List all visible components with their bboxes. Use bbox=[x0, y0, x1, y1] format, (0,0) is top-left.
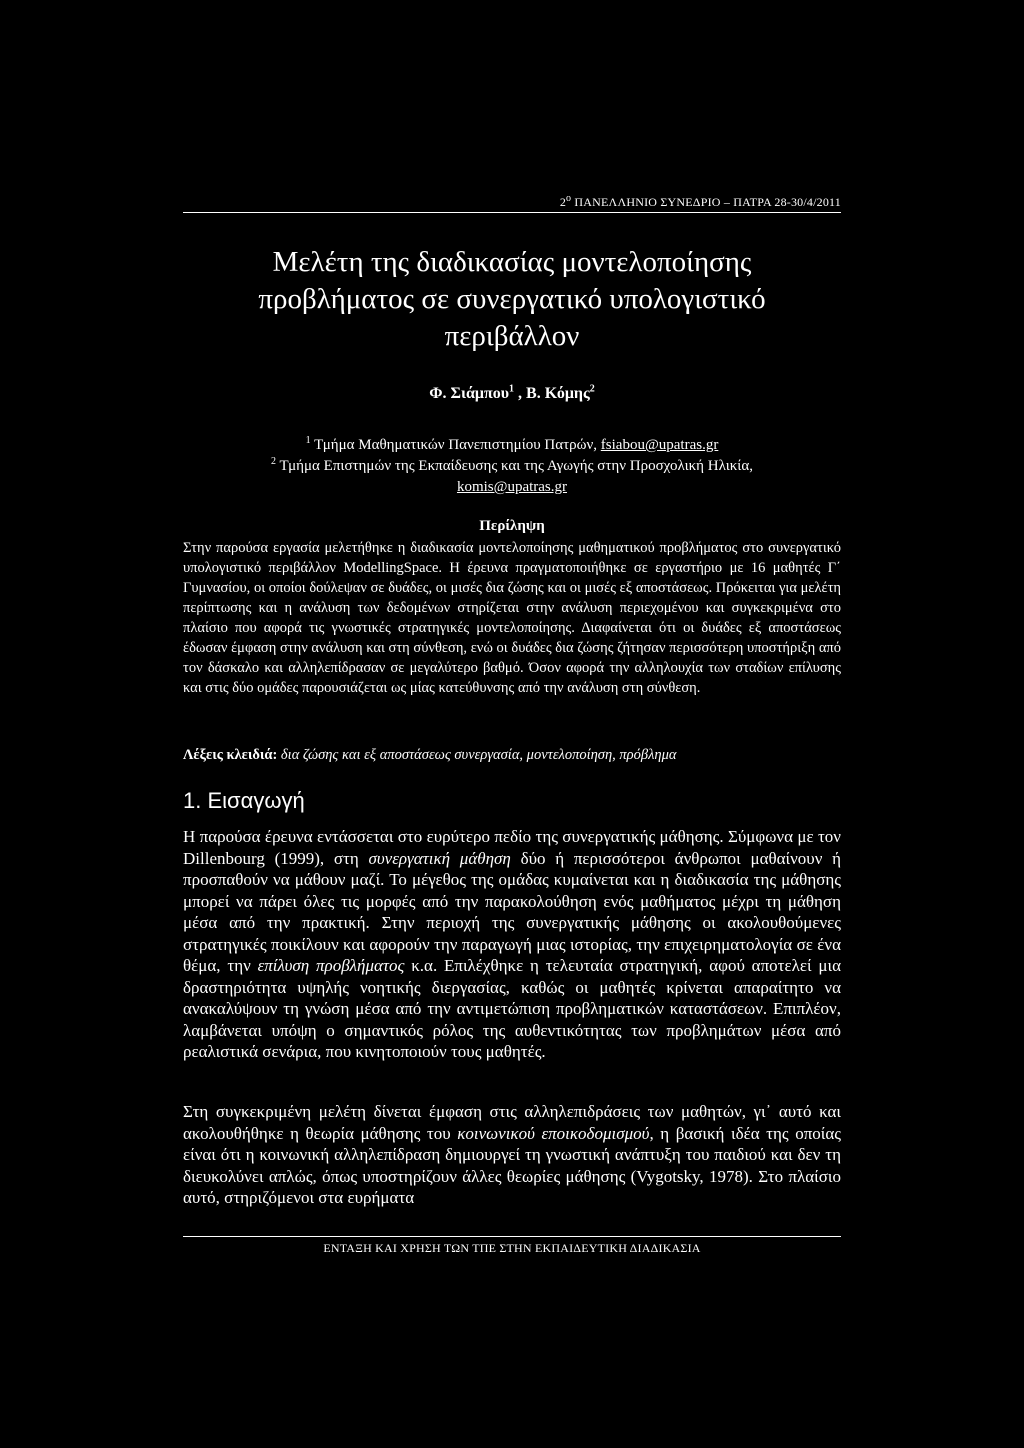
title-line-3: περιβάλλον bbox=[444, 320, 580, 352]
keywords-label: Λέξεις κλειδιά: bbox=[183, 747, 278, 763]
p2-emphasis-1: κοινωνικού εποικοδομισμού bbox=[457, 1123, 650, 1143]
affiliation-2 bbox=[183, 456, 841, 477]
footer-rule bbox=[183, 1236, 841, 1237]
affiliation-1-email-link[interactable]: fsiabou@upatras.gr bbox=[600, 437, 719, 453]
abstract-heading: Περίληψη bbox=[479, 518, 545, 534]
author-2-sup: 2 bbox=[589, 383, 595, 395]
affiliation-2-email-line bbox=[183, 477, 841, 498]
intro-paragraph-2 bbox=[183, 1101, 841, 1209]
p2-text-1: Στη συγκεκριμένη μελέτη δίνεται έμφαση στις αλληλεπιδράσεις των μαθητών, γι᾽ αυτό και ακολουθήθηκε η θεωρία μάθησης του bbox=[183, 1102, 841, 1143]
affiliations bbox=[183, 435, 841, 498]
p2-text-2: , η βασική ιδέα της οποίας είναι ότι η κοινωνική αλληλεπίδραση δημιουργεί τη γνωστική ανάπτυξη του παιδιού και δεν τη διευκολύνει απλώς, όπως υποστηρίζουν άλλες θεωρίες μάθησης (Vygotsky, 1978). Στο πλαίσιο αυτό, στηριζόμενοι στα ευρήματα bbox=[183, 1123, 841, 1207]
p1-text-1: Η παρούσα έρευνα εντάσσεται στο ευρύτερο πεδίο της συνεργατικής μάθησης. Σύμφωνα με τον Dillenbourg (1999), στη bbox=[183, 827, 841, 868]
keywords bbox=[183, 747, 841, 764]
running-header bbox=[183, 195, 841, 210]
p1-emphasis-2: επίλυση προβλήματος bbox=[257, 956, 405, 975]
keywords-text: δια ζώσης και εξ αποστάσεως συνεργασία, μοντελοποίηση, πρόβλημα bbox=[277, 747, 677, 763]
affiliation-2-email-link[interactable]: komis@upatras.gr bbox=[456, 479, 568, 495]
authors bbox=[183, 385, 841, 403]
author-separator: , bbox=[514, 385, 527, 402]
author-1-sup: 1 bbox=[509, 383, 515, 395]
title-line-1: Μελέτη της διαδικασίας μοντελοποίησης bbox=[272, 246, 752, 278]
affiliation-1 bbox=[183, 435, 841, 456]
p1-emphasis-1: συνεργατική μάθηση bbox=[368, 848, 511, 868]
affiliation-2-num: 2 bbox=[271, 456, 277, 467]
p1-text-2: δύο ή περισσότεροι άνθρωποι μαθαίνουν ή προσπαθούν να μάθουν μαζί. Το μέγεθος της ομάδας κυμαίνεται και η διαδικασία της μάθησης μπορεί να πάρει όλες τις μορφές από την παρακολούθηση ενός μαθήματος μέχρι τη μάθηση μέσα από την πρακτική. Στην περιοχή της συνεργατικής μάθησης οι ακολουθούμενες στρατηγικές ποικίλουν και αφορούν την παραγωγή μιας ιστορίας, την επιχειρηματολογία σε ένα θέμα, την bbox=[183, 848, 842, 975]
section-heading: 1. Εισαγωγή bbox=[183, 788, 305, 813]
abstract-text: Στην παρούσα εργασία μελετήθηκε η διαδικασία μοντελοποίησης μαθηματικού προβλήματος στο συνεργατικό υπολογιστικό περιβάλλον ModellingSpace. Η έρευνα πραγματοποιήθηκε σε εργαστήριο με 16 μαθητές Γ΄ Γυμνασίου, οι οποίοι δούλεψαν σε δυάδες, οι μισές δια ζώσης και οι μισές εξ αποστάσεως. Πρόκειται για μελέτη περίπτωσης και η ανάλυση των δεδομένων στηρίζεται στην ανάλυση περιεχομένου και συγκεκριμένα στο πλαίσιο που αφορά τις γνωστικές στρατηγικές μοντελοποίησης. Διαφαίνεται ότι οι δυάδες εξ αποστάσεως έδωσαν έμφαση στην ανάλυση και στη σύνθεση, ενώ οι δυάδες δια ζώσης ζήτησαν περισσότερη υποστήριξη από τον δάσκαλο και αλληλεπίδρασαν σε μεγαλύτερο βαθμό. Όσον αφορά την αλληλουχία των σταδίων επίλυσης και στις δύο ομάδες παρουσιάζεται ως μίας κατεύθυνσης από την ανάλυση στη σύνθεση. bbox=[183, 540, 841, 696]
running-footer: ΕΝΤΑΞΗ ΚΑΙ ΧΡΗΣΗ ΤΩΝ ΤΠΕ ΣΤΗΝ ΕΚΠΑΙΔΕΥΤΙΚΗ ΔΙΑΔΙΚΑΣΙΑ bbox=[323, 1241, 701, 1255]
author-2: Β. Κόμης bbox=[526, 385, 590, 402]
header-ordinal-sup: ο bbox=[566, 193, 572, 204]
author-1: Φ. Σιάμπου bbox=[429, 385, 510, 402]
affiliation-1-text: Τμήμα Μαθηματικών Πανεπιστημίου Πατρών, bbox=[310, 437, 601, 453]
header-text: ΠΑΝΕΛΛΗΝΙΟ ΣΥΝΕΔΡΙΟ – ΠΑΤΡΑ 28-30/4/2011 bbox=[574, 195, 841, 209]
p1-text-3: κ.α. Επιλέχθηκε η τελευταία στρατηγική, αφού αποτελεί μια δραστηριότητα υψηλής νοητικής διεργασίας, καθώς οι μαθητές κρίνεται απαραίτητο να ανακαλύψουν τη γνώση μέσα από την αντιμετώπιση προβληματικών καταστάσεων. Επιπλέον, λαμβάνεται υπόψη ο σημαντικός ρόλος της αυθεντικότητας των προβλημάτων μέσα από ρεαλιστικά σενάρια, που κινητοποιούν τους μαθητές. bbox=[183, 956, 842, 1061]
intro-paragraph-1 bbox=[183, 826, 841, 1063]
header-rule bbox=[183, 212, 841, 213]
affiliation-2-text: Τμήμα Επιστημών της Εκπαίδευσης και της Αγωγής στην Προσχολική Ηλικία, bbox=[276, 458, 753, 474]
title-line-2: προβλήματος σε συνεργατικό υπολογιστικό bbox=[258, 283, 766, 315]
paper-title bbox=[150, 244, 874, 355]
header-ordinal: 2 bbox=[559, 195, 567, 209]
affiliation-1-num: 1 bbox=[305, 435, 311, 446]
